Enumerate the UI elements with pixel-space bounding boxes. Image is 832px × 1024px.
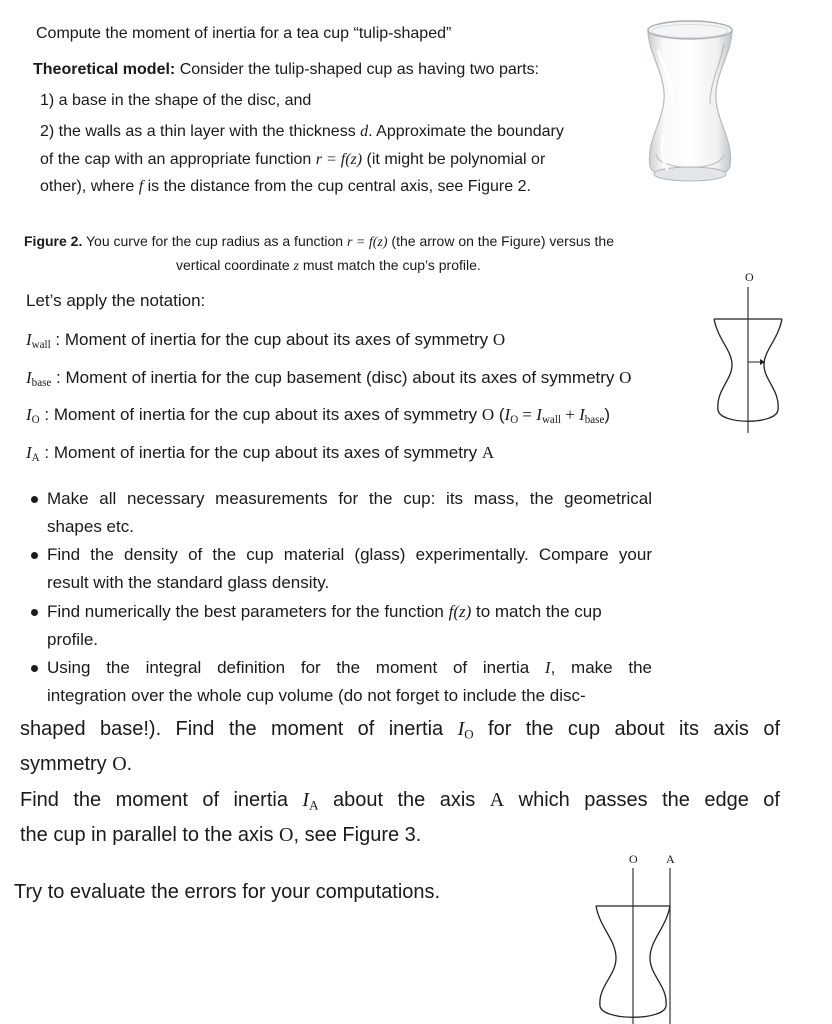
i-o-eq-open: (: [494, 405, 505, 424]
bullet-dot-4: [31, 665, 38, 672]
intro-title: Compute the moment of inertia for a tea cup “tulip-shaped”: [36, 25, 452, 42]
notation-i-a: [26, 443, 494, 464]
i-wall-symbol: I: [26, 330, 32, 349]
part-1: 1) a base in the shape of the disc, and: [40, 92, 312, 109]
bullet-4-inertia-symbol: I: [544, 658, 551, 677]
bullet-3-text-b: to match the cup: [471, 602, 602, 621]
i-o-eq-r2: I: [579, 405, 585, 424]
figure3-axis-a-label: A: [666, 852, 675, 866]
notation-i-o: [26, 405, 610, 426]
tulip-cup-photo: [640, 14, 740, 190]
figure2-caption-b: (the arrow on the Figure) versus the: [387, 233, 614, 249]
figure3-cup-axes-diagram: [592, 866, 682, 1024]
closing-line-1: [20, 718, 780, 742]
notation-i-wall: [26, 330, 505, 351]
function-symbol: f: [138, 178, 144, 195]
bullet-dot-2: [31, 552, 38, 559]
notation-i-base: [26, 368, 631, 389]
figure2-label: Figure 2.: [24, 233, 83, 249]
i-o-symbol: I: [26, 405, 32, 424]
i-a-symbol: I: [26, 443, 32, 462]
figure2-cup-profile-diagram: [708, 285, 788, 435]
closing-l3-a: Find the moment of inertia: [20, 789, 303, 811]
closing-line-3: [20, 789, 780, 813]
figure2-caption-line2-b: must match the cup’s profile.: [298, 257, 481, 273]
part-3-text-a: of the cap with an appropriate function: [40, 151, 316, 168]
closing-l3-inertia: I: [302, 789, 310, 811]
bullet-4-line-2: integration over the whole cup volume (do not forget to include the disc-: [47, 686, 586, 705]
i-base-description: : Moment of inertia for the cup basement (disc) about its axes of symmetry: [51, 368, 620, 387]
bullet-dot-3: [31, 609, 38, 616]
closing-l2-axis: O: [112, 753, 127, 775]
closing-l4-a: the cup in parallel to the axis: [20, 824, 280, 846]
i-o-eq-plus: +: [560, 405, 580, 424]
part-2-text-b: . Approximate the boundary: [368, 123, 564, 140]
bullet-3-line-1: [47, 602, 602, 622]
model-line: [33, 61, 539, 79]
part-2-text-a: 2) the walls as a thin layer with the thickness: [40, 123, 361, 140]
i-a-axis: A: [481, 443, 495, 462]
i-o-eq-left-sub: O: [510, 413, 519, 426]
closing-l3-c: which passes the edge of: [504, 789, 780, 811]
bullet-1-line-1: Make all necessary measurements for the cup: its mass, the geometrical: [47, 489, 652, 508]
figure2-axis-label: O: [745, 270, 754, 284]
bullet-3-line-2: profile.: [47, 630, 99, 649]
bullet-3-text-a: Find numerically the best parameters for the function: [47, 602, 449, 621]
bullet-dot-1: [31, 496, 38, 503]
i-base-symbol: I: [26, 368, 32, 387]
figure2-caption-line2-a: vertical coordinate: [176, 257, 294, 273]
closing-l1-a: shaped base!). Find the moment of inertia: [20, 718, 458, 740]
bullet-2-line-2: result with the standard glass density.: [47, 573, 330, 592]
closing-l1-inertia-sub: O: [464, 726, 474, 742]
part-4-text-a: other), where: [40, 178, 139, 195]
i-o-eq-r1-sub: wall: [541, 413, 561, 426]
i-o-subscript: O: [31, 413, 40, 426]
closing-l2-b: .: [126, 753, 133, 775]
part-4-text-b: is the distance from the cup central axis, see Figure 2.: [143, 178, 531, 195]
i-base-axis: O: [619, 368, 632, 387]
i-o-eq-r1: I: [536, 405, 542, 424]
figure3-axis-o-label: O: [629, 852, 638, 866]
model-text: Consider the tulip-shaped cup as having two parts:: [175, 61, 540, 78]
closing-l1-inertia: I: [457, 718, 465, 740]
model-label: Theoretical model:: [33, 61, 176, 78]
closing-l4-axis: O: [279, 824, 294, 846]
i-o-eq-close: ): [604, 405, 611, 424]
i-wall-description: : Moment of inertia for the cup about its axes of symmetry: [50, 330, 493, 349]
i-wall-axis: O: [492, 330, 506, 349]
closing-l4-b: , see Figure 3.: [293, 824, 422, 846]
i-a-subscript: A: [31, 451, 40, 464]
i-o-eq-equals: =: [518, 405, 537, 424]
part-3-text-b: (it might be polynomial or: [362, 151, 546, 168]
i-o-eq-left: I: [504, 405, 511, 424]
bullet-3-function: f(z): [448, 602, 472, 621]
i-o-description: : Moment of inertia for the cup about its axes of symmetry: [39, 405, 482, 424]
bullet-2-line-1: Find the density of the cup material (glass) experimentally. Compare your: [47, 545, 652, 564]
errors-instruction: Try to evaluate the errors for your computations.: [14, 881, 441, 903]
bullet-1-line-2: shapes etc.: [47, 517, 134, 536]
closing-line-2: [20, 753, 132, 776]
closing-l3-b: about the axis: [318, 789, 490, 811]
closing-l2-a: symmetry: [20, 753, 113, 775]
closing-l1-b: for the cup about its axis of: [473, 718, 780, 740]
bullet-4-text-b: , make the: [550, 658, 652, 677]
part-2: [40, 123, 564, 141]
i-base-subscript: base: [31, 376, 52, 389]
i-o-axis: O: [481, 405, 495, 424]
closing-line-4: [20, 824, 421, 847]
i-a-description: : Moment of inertia for the cup about its axes of symmetry: [39, 443, 482, 462]
vertical-coordinate-symbol: z: [293, 259, 299, 274]
bullet-4-text-a: Using the integral definition for the moment of inertia: [47, 658, 545, 677]
figure2-caption-a: You curve for the cup radius as a function: [82, 233, 347, 249]
part-4: [40, 178, 531, 196]
thickness-symbol: d: [360, 123, 369, 140]
closing-l3-axis-a: A: [489, 789, 505, 811]
i-o-eq-r2-sub: base: [584, 413, 605, 426]
i-wall-subscript: wall: [31, 338, 51, 351]
bullet-4-line-1: [47, 658, 652, 678]
notation-heading: Let’s apply the notation:: [26, 291, 206, 310]
closing-l3-inertia-sub: A: [309, 797, 319, 813]
figure2-caption-line2: [176, 257, 481, 275]
figure2-radius-function: r = f(z): [346, 235, 388, 250]
part-3: [40, 151, 545, 169]
radius-function: r = f(z): [315, 151, 363, 168]
figure2-caption-line1: [24, 233, 614, 251]
